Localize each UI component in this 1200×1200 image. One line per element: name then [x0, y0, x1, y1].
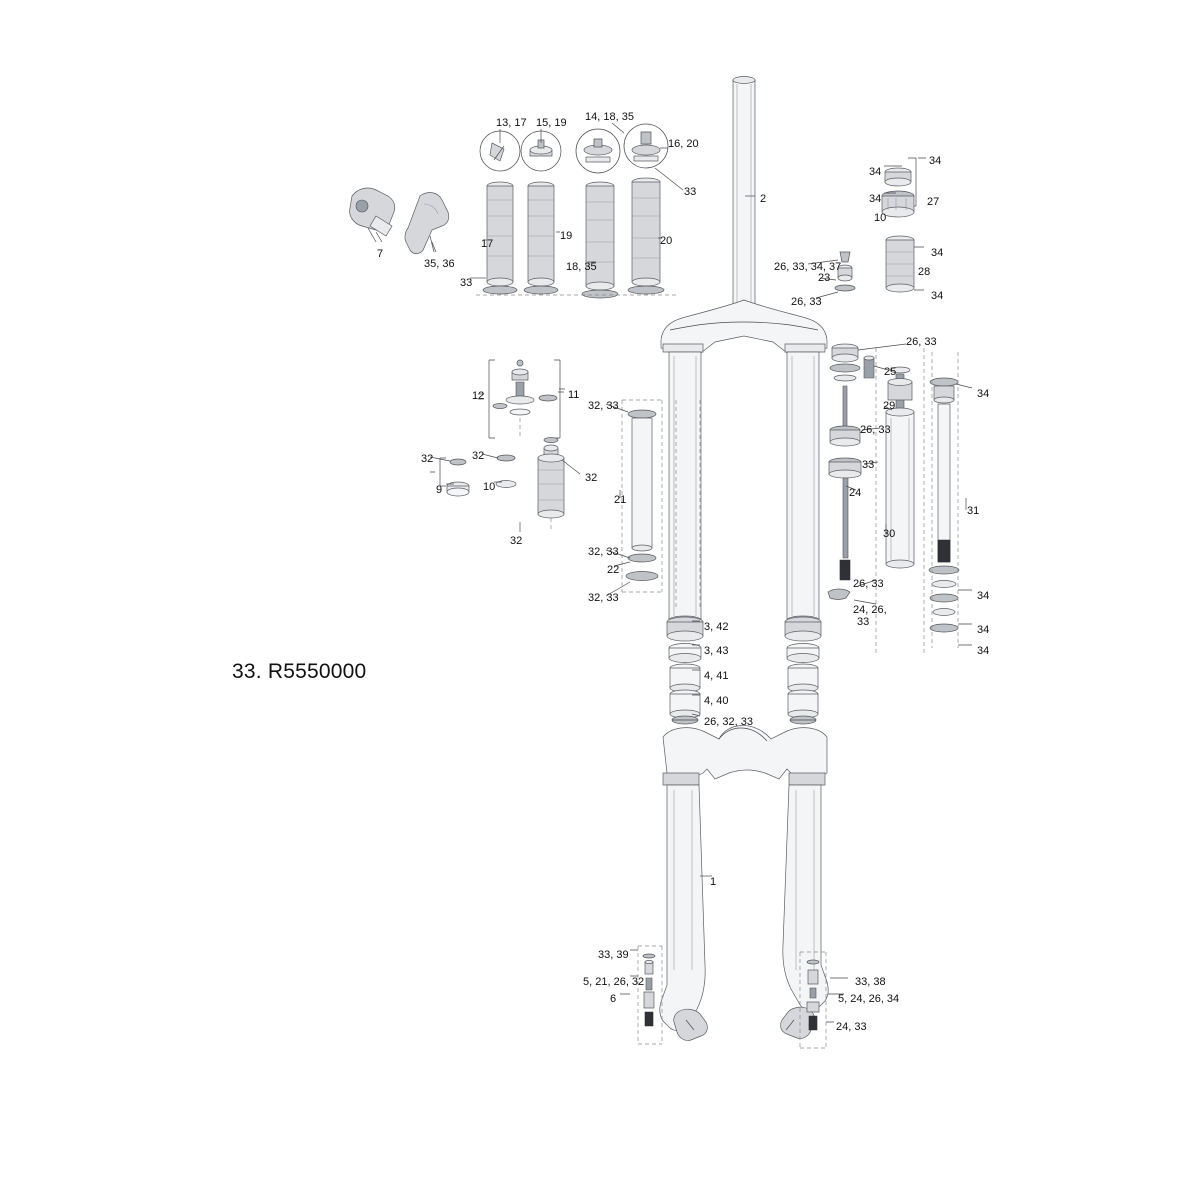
seal-bushing-stack	[667, 617, 821, 724]
callout-label: 32, 33	[588, 546, 619, 558]
callout-label: 34	[977, 645, 990, 657]
service-kit-groups	[430, 360, 565, 532]
callout-label: 34	[869, 193, 882, 205]
callout-label: 13, 17	[496, 117, 527, 129]
callout-label: 21	[614, 494, 627, 506]
callout-label: 24, 33	[836, 1021, 867, 1033]
right-damper-internals	[828, 344, 959, 654]
callout-label: 14, 18, 35	[585, 111, 634, 123]
callout-label: 26, 33	[791, 296, 822, 308]
callout-label: 33, 39	[598, 949, 629, 961]
damper-cartridges	[476, 178, 676, 298]
callout-label: 19	[560, 230, 573, 242]
callout-label: 27	[927, 196, 940, 208]
callout-label: 17	[481, 238, 494, 250]
callout-label: 32	[585, 472, 598, 484]
callout-label: 24	[849, 487, 862, 499]
callout-label: 6	[610, 993, 617, 1005]
callout-label: 4, 40	[704, 695, 729, 707]
callout-label: 33	[857, 616, 870, 628]
callout-label: 9	[436, 484, 443, 496]
callout-label: 24, 26,	[853, 604, 887, 616]
callout-label: 30	[883, 528, 896, 540]
callout-label: 34	[977, 590, 990, 602]
callout-label: 29	[883, 400, 896, 412]
callout-label: 18, 35	[566, 261, 597, 273]
callout-label: 11	[568, 389, 580, 401]
page-title: 33. R5550000	[232, 660, 367, 683]
callout-label: 23	[818, 272, 831, 284]
callout-label: 34	[931, 247, 944, 259]
callout-label: 26, 32, 33	[704, 716, 753, 728]
steerer-tube-group	[733, 77, 755, 311]
callout-label: 34	[929, 155, 942, 167]
callout-label: 26, 33	[860, 424, 891, 436]
topcap-group-27-28	[882, 158, 916, 292]
callout-label: 34	[977, 624, 990, 636]
callout-label: 3, 43	[704, 645, 729, 657]
callout-label: 32	[510, 535, 523, 547]
callout-label: 16, 20	[668, 138, 699, 150]
callout-label: 5, 21, 26, 32	[583, 976, 645, 988]
callout-label: 22	[607, 564, 620, 576]
callout-label: 4, 41	[704, 670, 729, 682]
callout-label: 15, 19	[536, 117, 567, 129]
crown-and-uppers	[661, 300, 827, 624]
knob-detail-circles	[480, 124, 668, 173]
callout-label: 33	[460, 277, 473, 289]
callout-label: 31	[967, 505, 980, 517]
callout-label: 32	[472, 450, 485, 462]
callout-label: 26, 33	[906, 336, 937, 348]
callout-label: 34	[931, 290, 944, 302]
callout-label: 32, 33	[588, 400, 619, 412]
callout-label: 33	[862, 459, 875, 471]
remote-lever-parts	[350, 188, 449, 254]
callout-label: 34	[869, 166, 882, 178]
lower-legs-group	[660, 725, 828, 1040]
callout-label: 35, 36	[424, 258, 455, 270]
callout-label: 12	[472, 390, 485, 402]
callout-label: 34	[977, 388, 990, 400]
callout-label: 25	[884, 366, 897, 378]
callout-label: 33, 38	[855, 976, 886, 988]
callout-label: 26, 33	[853, 578, 884, 590]
callout-label: 1	[710, 876, 717, 888]
callout-label: 7	[377, 248, 384, 260]
callout-label: 10	[483, 481, 496, 493]
callout-label: 26, 33, 34, 37	[774, 261, 842, 273]
callout-label: 5, 24, 26, 34	[838, 993, 900, 1005]
callout-label: 32	[421, 453, 434, 465]
callout-label: 2	[760, 193, 767, 205]
callout-label: 28	[918, 266, 931, 278]
callout-label: 10	[874, 212, 887, 224]
callout-label: 20	[660, 235, 673, 247]
callout-label: 3, 42	[704, 621, 729, 633]
callout-label: 32, 33	[588, 592, 619, 604]
callout-label: 33	[684, 186, 697, 198]
